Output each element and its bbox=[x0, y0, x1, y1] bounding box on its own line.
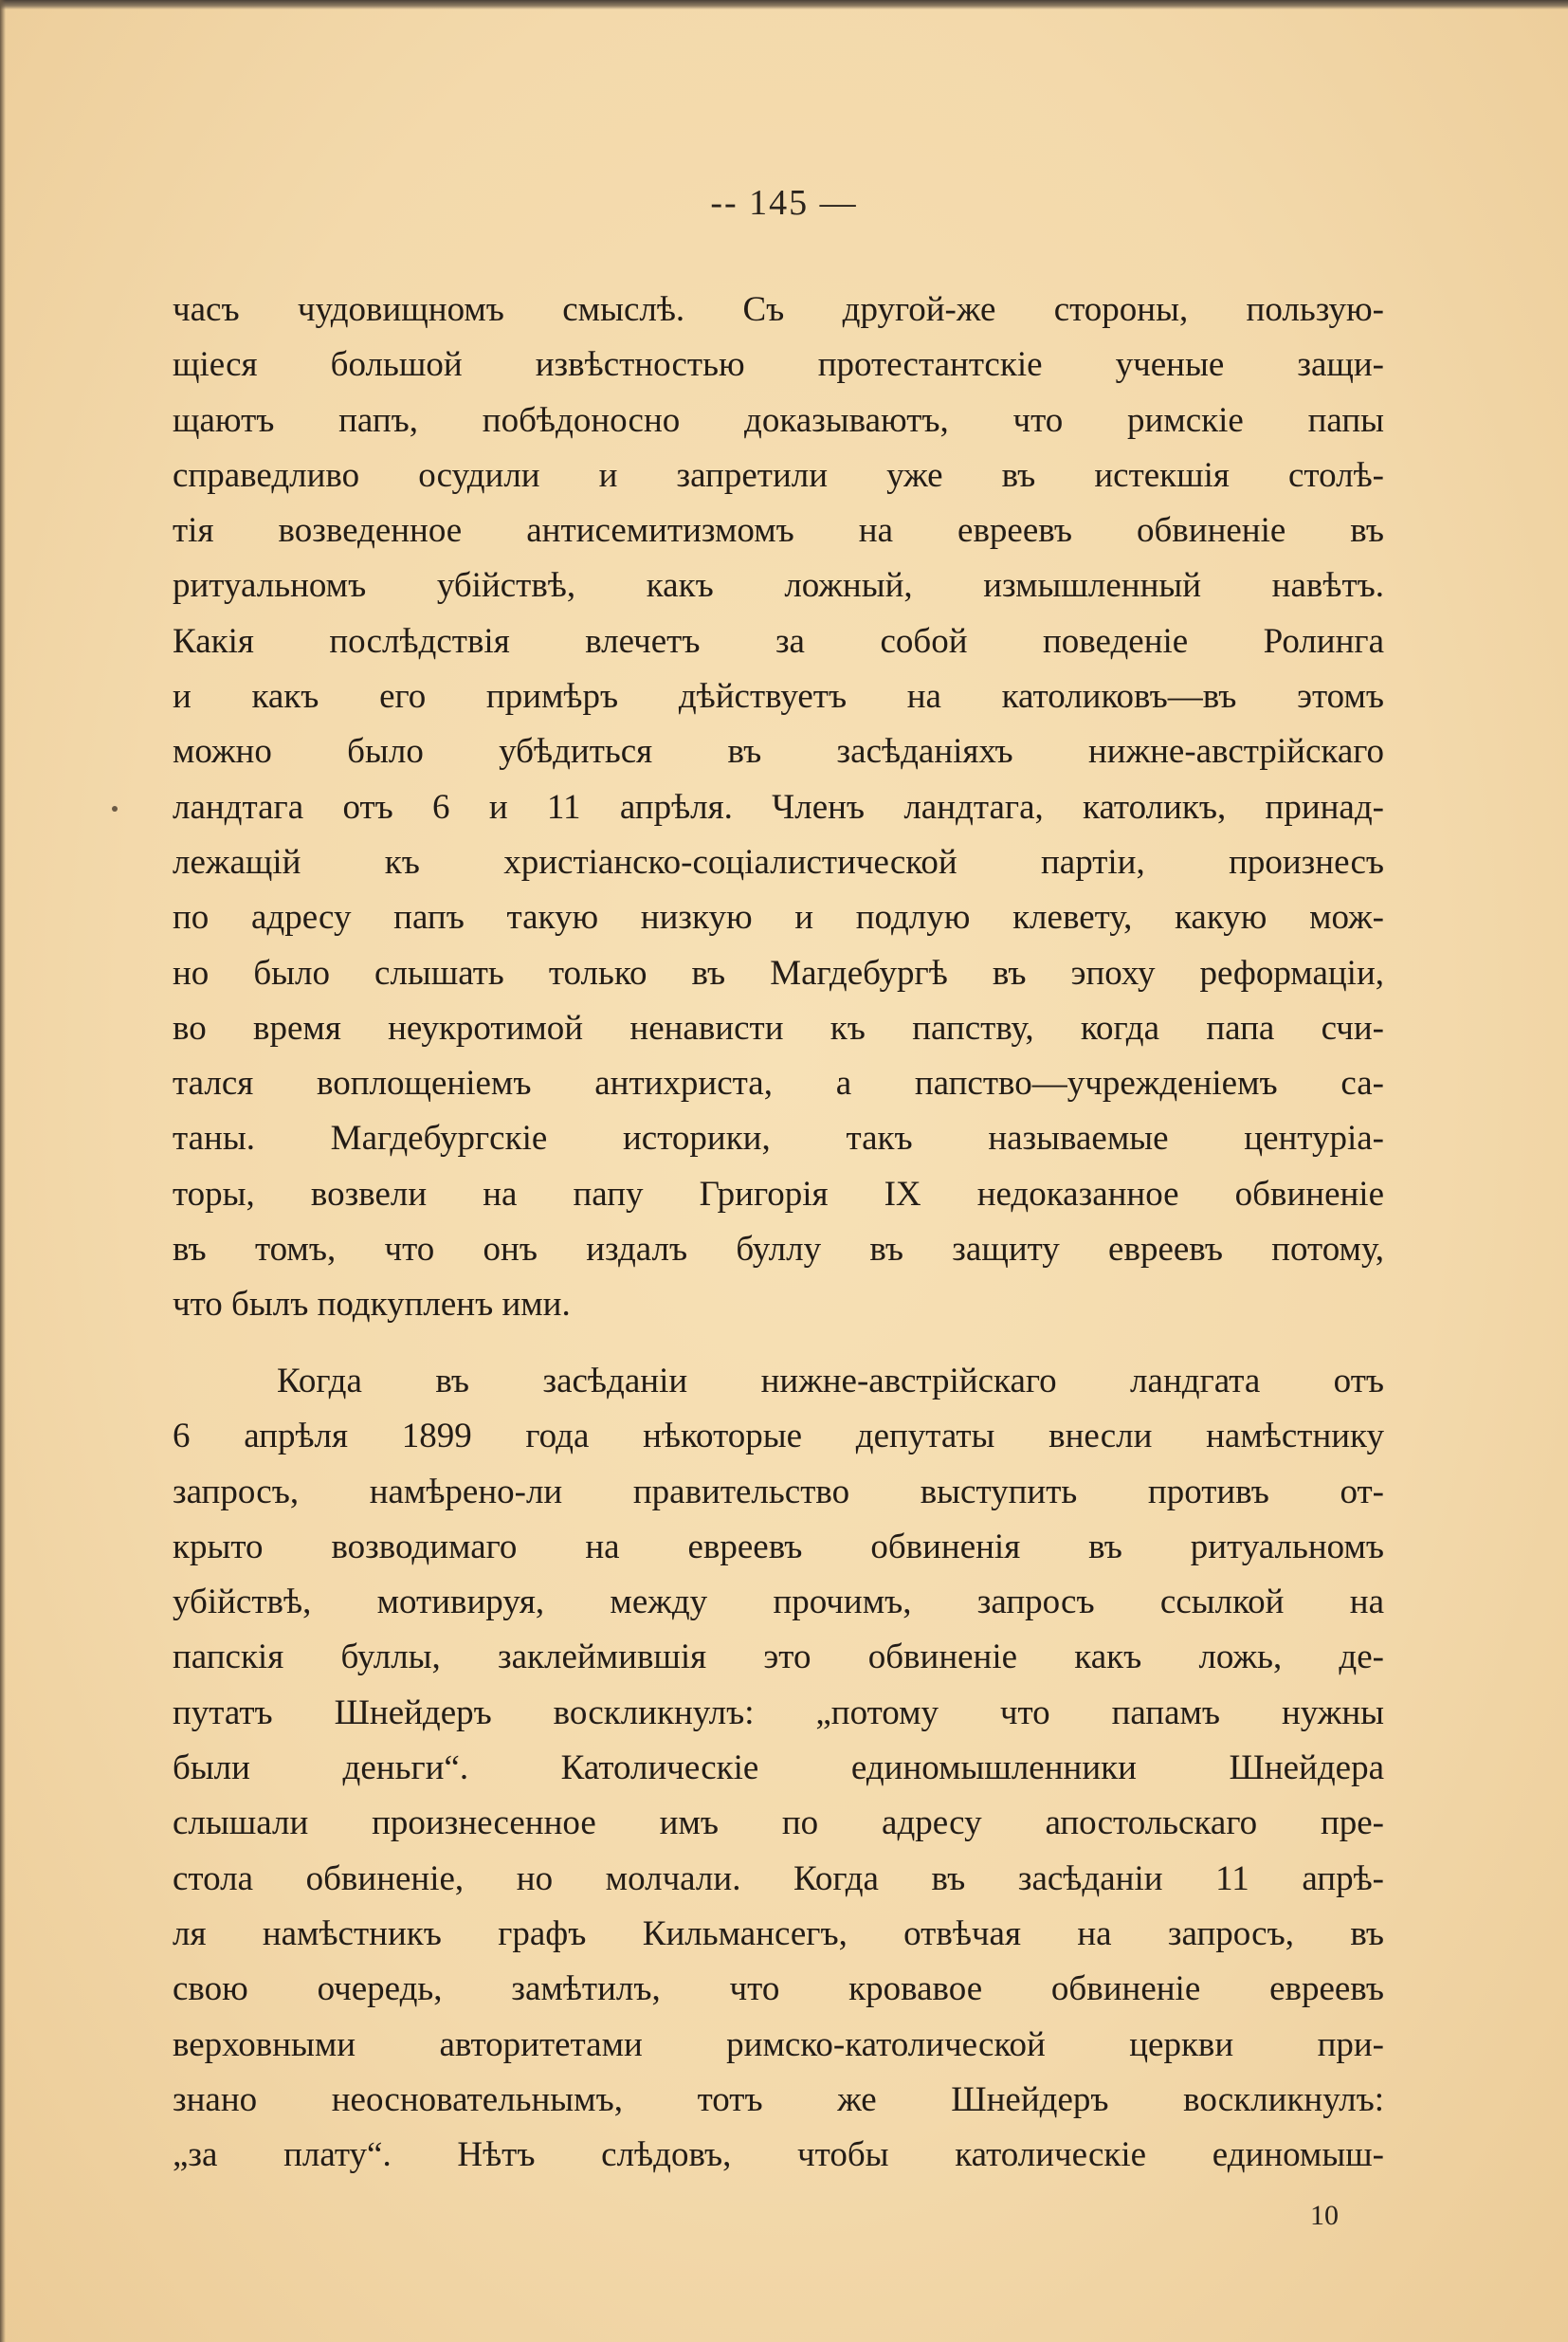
text-line: что былъ подкупленъ ими. bbox=[173, 1285, 571, 1325]
text-line: ля намѣстникъ графъ Кильмансегъ, отвѣчая на запросъ, въ bbox=[173, 1913, 1384, 1953]
text-line: часъ чудовищномъ смыслѣ. Съ другой-же стороны, пользую- bbox=[173, 290, 1384, 329]
text-line: справедливо осудили и запретили уже въ истекшія столѣ- bbox=[173, 455, 1384, 495]
text-line: во время неукротимой ненависти къ папству, когда папа счи- bbox=[173, 1008, 1384, 1048]
text-line: щаютъ папъ, побѣдоносно доказываютъ, что римскіе папы bbox=[173, 400, 1384, 440]
text-line: въ томъ, что онъ издалъ буллу въ защиту евреевъ потому, bbox=[173, 1230, 1384, 1270]
text-line: таны. Магдебургскіе историки, такъ называемые центуріа- bbox=[173, 1119, 1384, 1159]
text-line: лежащій къ христіанско-соціалистической партіи, произнесъ bbox=[173, 842, 1384, 882]
text-line: слышали произнесенное имъ по адресу апостольскаго пре- bbox=[173, 1803, 1384, 1843]
text-line: но было слышать только въ Магдебургѣ въ эпоху реформаціи, bbox=[173, 953, 1384, 993]
text-line: Когда въ засѣданіи нижне-австрійскаго ландгата отъ bbox=[277, 1362, 1384, 1400]
text-line: тался воплощеніемъ антихриста, а папство—учрежденіемъ са- bbox=[173, 1064, 1384, 1104]
text-line: щіеся большой извѣстностью протестантскіе ученые защи- bbox=[173, 345, 1384, 385]
text-line: папскія буллы, заклеймившія это обвиненіе какъ ложь, де- bbox=[173, 1638, 1384, 1677]
text-line: „за плату“. Нѣтъ слѣдовъ, чтобы католическіе единомыш- bbox=[173, 2135, 1384, 2175]
text-line: стола обвиненіе, но молчали. Когда въ засѣданіи 11 апрѣ- bbox=[173, 1858, 1384, 1898]
page-number: -- 145 — bbox=[710, 183, 858, 223]
paragraph-1 bbox=[173, 283, 1384, 1333]
text-line: запросъ, намѣрено-ли правительство выступить противъ от- bbox=[173, 1472, 1384, 1511]
text-line: можно было убѣдиться въ засѣданіяхъ нижне-австрійскаго bbox=[173, 732, 1384, 772]
margin-speck bbox=[112, 806, 118, 812]
scan-top-edge bbox=[0, 0, 1568, 9]
text-line: верховными авторитетами римско-католической церкви при- bbox=[173, 2024, 1384, 2064]
text-line: тія возведенное антисемитизмомъ на евреевъ обвиненіе въ bbox=[173, 511, 1384, 551]
text-line: ритуальномъ убійствѣ, какъ ложный, измышленный навѣтъ. bbox=[173, 566, 1384, 606]
paragraph-2 bbox=[173, 1354, 1384, 2183]
signature-mark: 10 bbox=[1310, 2200, 1339, 2231]
text-line: по адресу папъ такую низкую и подлую клевету, какую мож- bbox=[173, 898, 1384, 938]
text-line: были деньги“. Католическіе единомышленники Шнейдера bbox=[173, 1748, 1384, 1788]
text-line: и какъ его примѣръ дѣйствуетъ на католиковъ—въ этомъ bbox=[173, 677, 1384, 717]
text-line: Какія послѣдствія влечетъ за собой поведеніе Ролинга bbox=[173, 621, 1384, 661]
text-line: путатъ Шнейдеръ воскликнулъ: „потому что папамъ нужны bbox=[173, 1692, 1384, 1732]
text-line: торы, возвели на папу Григорія IX недоказанное обвиненіе bbox=[173, 1174, 1384, 1214]
scan-left-edge bbox=[0, 0, 6, 2342]
text-line: крыто возводимаго на евреевъ обвиненія въ ритуальномъ bbox=[173, 1527, 1384, 1566]
text-line: знано неосновательнымъ, тотъ же Шнейдеръ воскликнулъ: bbox=[173, 2079, 1384, 2119]
text-line: убійствѣ, мотивируя, между прочимъ, запросъ ссылкой на bbox=[173, 1583, 1384, 1622]
text-line: 6 апрѣля 1899 года нѣкоторые депутаты внесли намѣстнику bbox=[173, 1417, 1384, 1456]
text-line: ландтага отъ 6 и 11 апрѣля. Членъ ландтага, католикъ, принад- bbox=[173, 787, 1384, 827]
text-line: свою очередь, замѣтилъ, что кровавое обвиненіе евреевъ bbox=[173, 1969, 1384, 2009]
